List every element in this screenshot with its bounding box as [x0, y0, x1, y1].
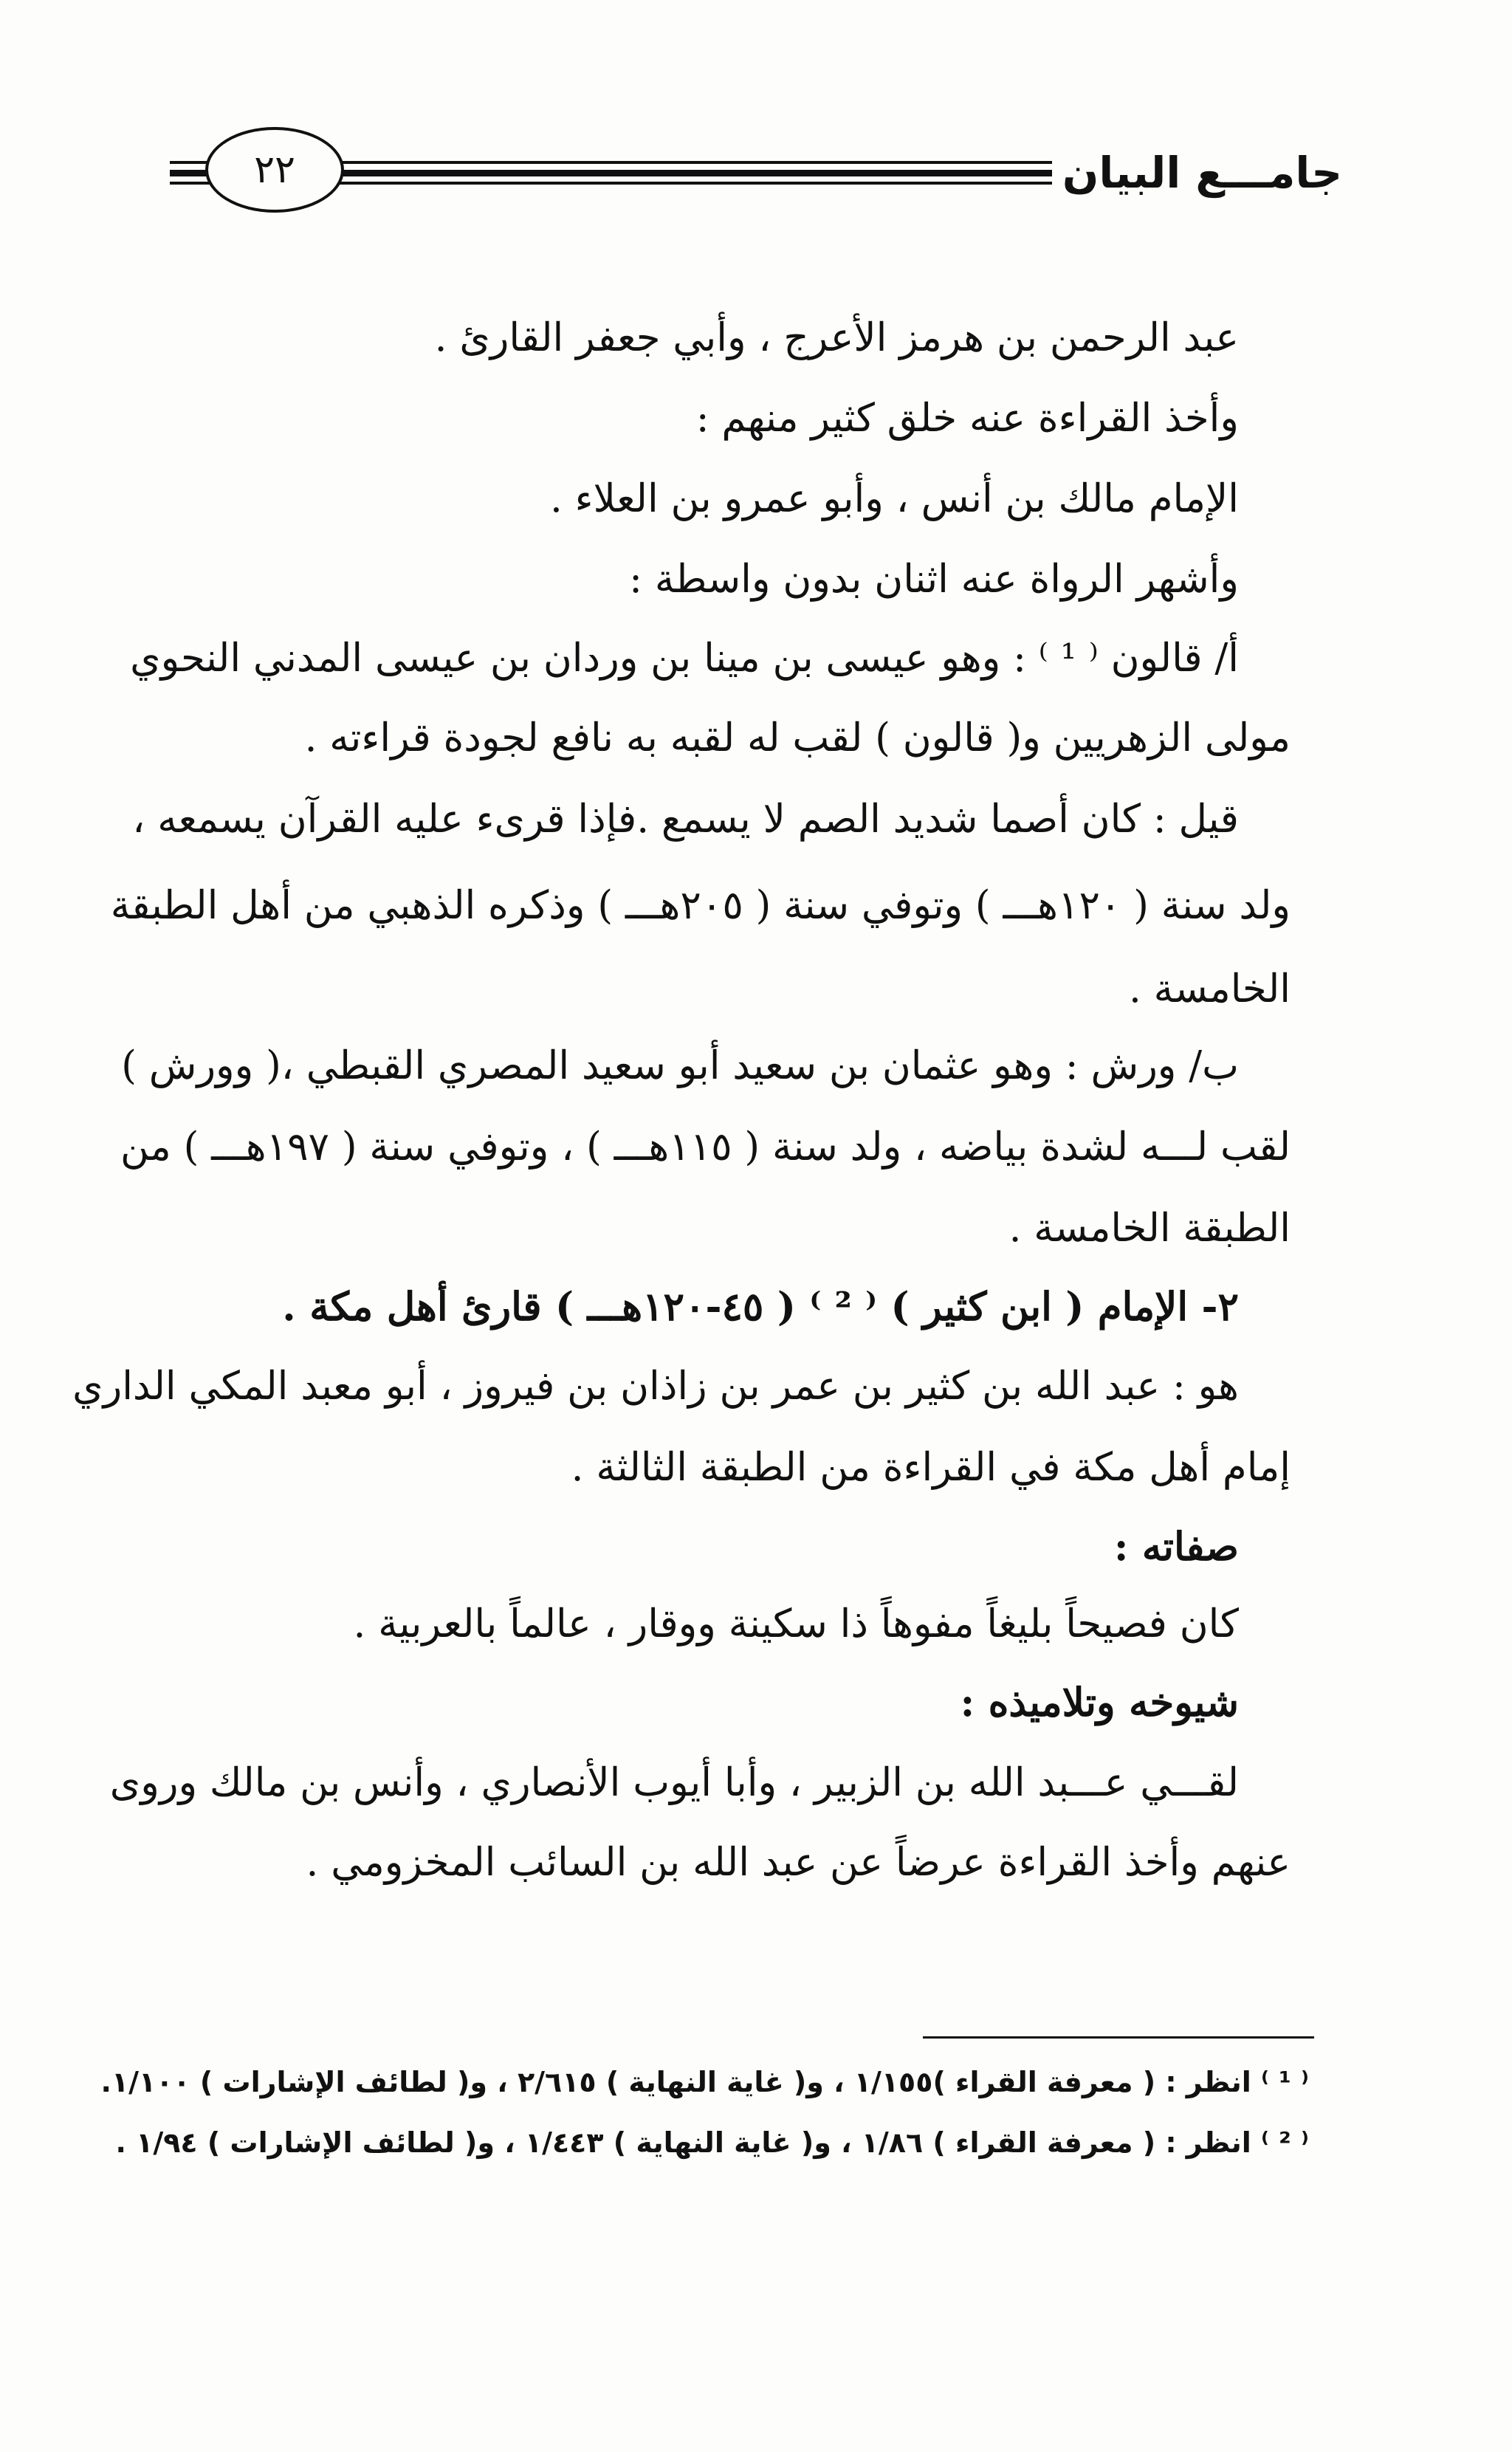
text-line: لقـــي عـــبد الله بن الزبير ، وأبا أيوب الأنصاري ، وأنس بن مالك وروى — [109, 1760, 1239, 1805]
text-line: عنهم وأخذ القراءة عرضاً عن عبد الله بن السائب المخزومي . — [306, 1840, 1291, 1885]
page-number: ٢٢ — [254, 148, 295, 192]
subheading: شيوخه وتلاميذه : — [960, 1680, 1239, 1725]
text-line: عبد الرحمن بن هرمز الأعرج ، وأبي جعفر القارئ . — [434, 315, 1239, 360]
text-line: قيل : كان أصما شديد الصم لا يسمع .فإذا قرىء عليه القرآن يسمعه ، — [132, 797, 1239, 842]
section-heading: ٢- الإمام ( ابن كثير ) ⁽ ² ⁾ ( ٤٥-١٢٠هـــ ) قارئ أهل مكة . — [282, 1284, 1239, 1330]
footnote: ⁽ ¹ ⁾ انظر : ( معرفة القراء )١/١٥٥ ، و( غاية النهاية ) ٢/٦١٥ ، و( لطائف الإشارات ) ١/١٠٠. — [100, 2066, 1309, 2098]
text-line: كان فصيحاً بليغاً مفوهاً ذا سكينة ووقار ، عالماً بالعربية . — [353, 1601, 1239, 1646]
page-header — [0, 0, 1512, 244]
text-line: ب/ ورش : وهو عثمان بن سعيد أبو سعيد المصري القبطي ،( وورش ) — [121, 1043, 1239, 1088]
page-number-oval — [205, 127, 344, 213]
text-line: ولد سنة ( ١٢٠هـــ ) وتوفي سنة ( ٢٠٥هـــ ) وذكره الذهبي من أهل الطبقة — [110, 883, 1291, 928]
text-line: مولى الزهريين و( قالون ) لقب له لقبه به نافع لجودة قراءته . — [304, 715, 1291, 760]
text-line: إمام أهل مكة في القراءة من الطبقة الثالثة . — [571, 1445, 1291, 1490]
book-title: جامـــع البيان — [1052, 148, 1342, 198]
text-line: الإمام مالك بن أنس ، وأبو عمرو بن العلاء . — [549, 476, 1239, 521]
text-line: أ/ قالون ⁽ ¹ ⁾ : وهو عيسى بن مينا بن وردان بن عيسى المدني النحوي — [130, 636, 1239, 681]
text-line: هو : عبد الله بن كثير بن عمر بن زاذان بن فيروز ، أبو معبد المكي الداري — [72, 1364, 1239, 1409]
footnote-separator — [923, 2036, 1314, 2039]
subheading: صفاته : — [1113, 1524, 1239, 1570]
text-line: وأشهر الرواة عنه اثنان بدون واسطة : — [629, 557, 1239, 602]
text-line: الطبقة الخامسة . — [1008, 1206, 1291, 1251]
text-line: الخامسة . — [1128, 966, 1291, 1012]
text-line: لقب لـــه لشدة بياضه ، ولد سنة ( ١١٥هـــ ) ، وتوفي سنة ( ١٩٧هـــ ) من — [120, 1124, 1291, 1170]
footnote: ⁽ ² ⁾ انظر : ( معرفة القراء ) ١/٨٦ ، و( غاية النهاية ) ١/٤٤٣ ، و( لطائف الإشارات ) ١/٩٤ . — [115, 2126, 1309, 2159]
text-line: وأخذ القراءة عنه خلق كثير منهم : — [695, 396, 1239, 441]
